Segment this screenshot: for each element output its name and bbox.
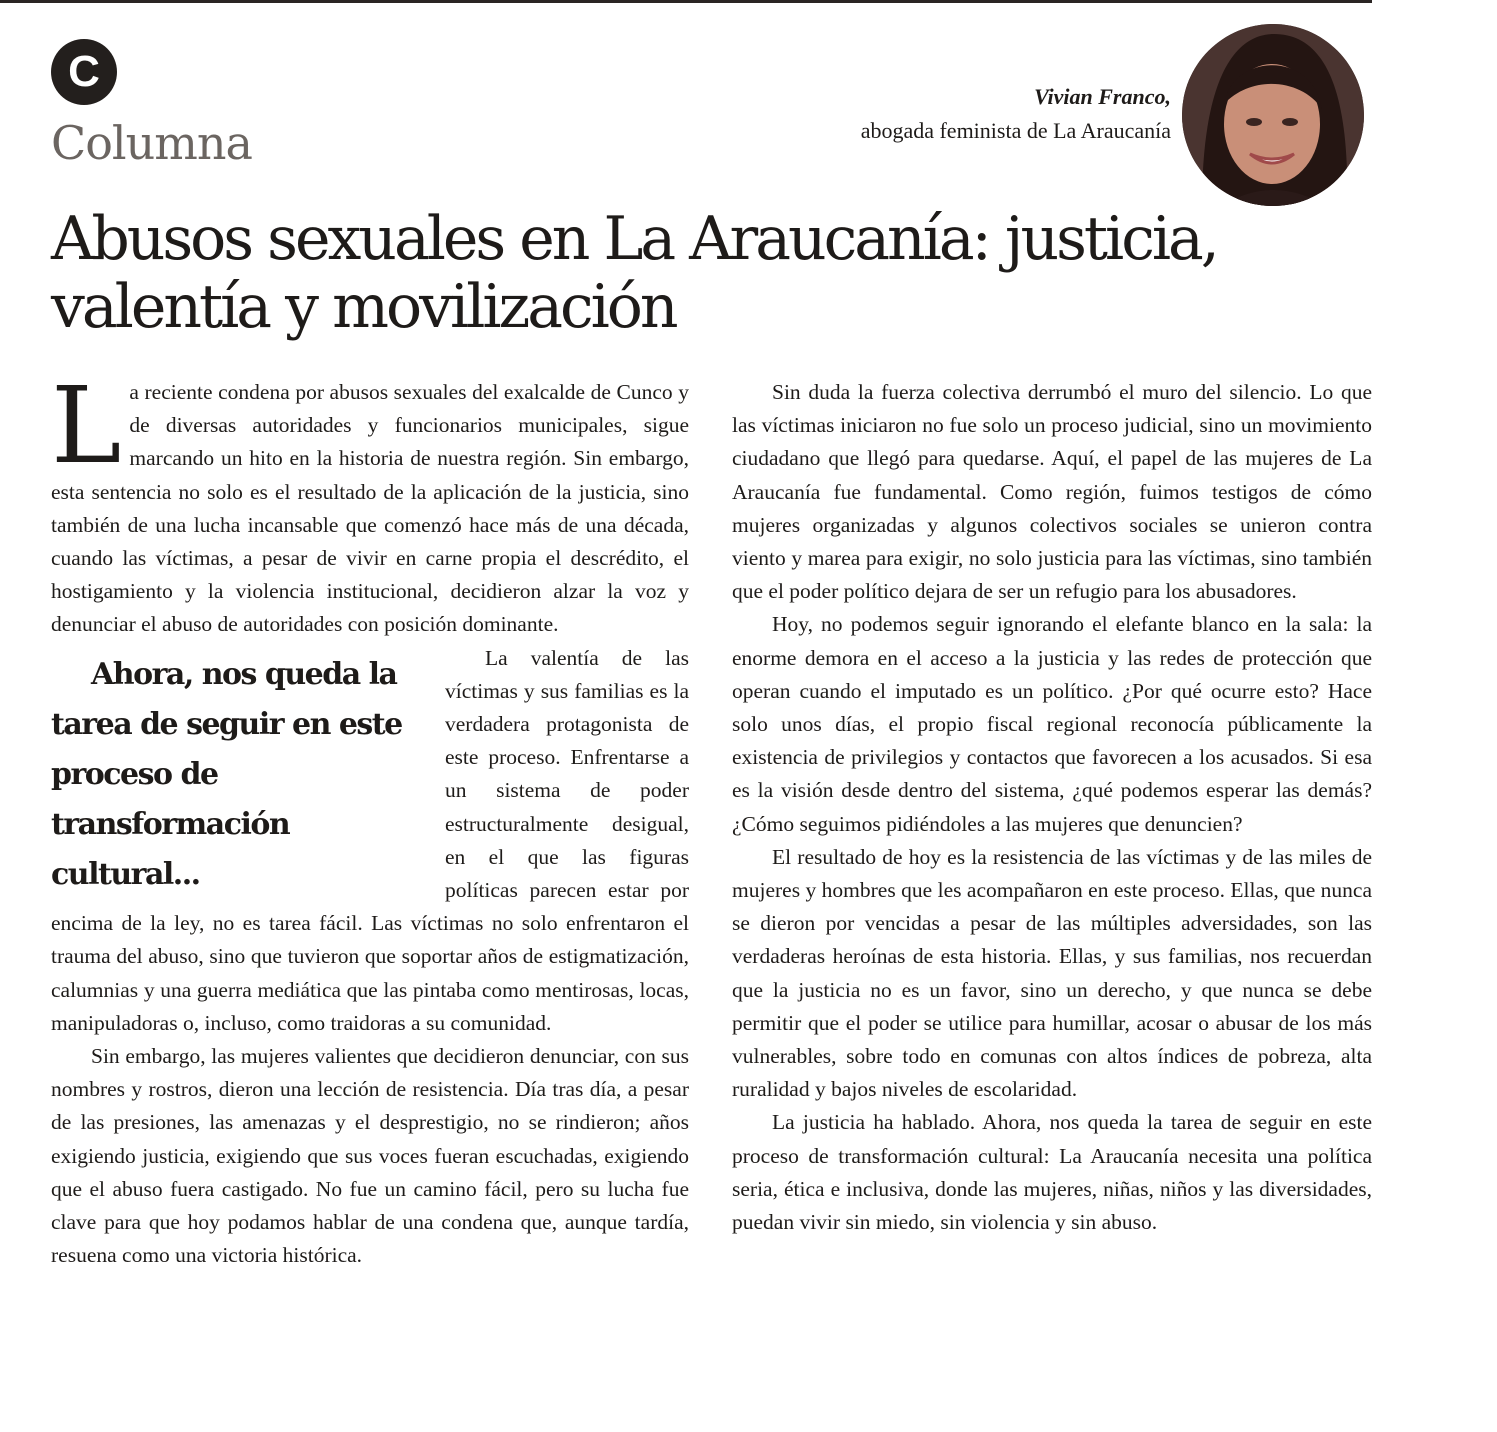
article-column-left <box>51 364 689 1272</box>
paragraph-2 <box>51 642 689 1040</box>
badge-letter: C <box>68 47 100 96</box>
pull-quote-text: Ahora, nos queda la tarea de seguir en este proceso de transformación cultural... <box>51 656 402 892</box>
article-column-right <box>732 376 1372 1239</box>
paragraph-5: Hoy, no podemos seguir ignorando el elefante blanco en la sala: la enorme demora en el acceso a la justicia y las redes de protección que operan cuando el imputado es un político. ¿Por qué ocurre esto? Hace solo unos días, el propio fiscal regional reconocía públicamente la existencia de privilegios y contactos que favorecen a los acusados. Si esa es la visión desde dentro del sistema, ¿qué podemos esperar las demás? ¿Cómo seguimos pidiéndoles a las mujeres que denuncien? <box>732 612 1372 836</box>
paragraph-7: La justicia ha hablado. Ahora, nos queda la tarea de seguir en este proceso de transformación cultural: La Araucanía necesita una política seria, ética e inclusiva, donde las mujeres, niñas, niños y las diversidades, puedan vivir sin miedo, sin violencia y sin abuso. <box>732 1110 1372 1235</box>
drop-cap: L <box>51 364 122 487</box>
paragraph-2-text: La valentía de las víctimas y sus familias es la verdadera protagonista de este proceso. Enfrentarse a un sistema de poder estructuralmente desigual, en el que las figuras políticas parecen estar por encima de la ley, no es tarea fácil. Las víctimas no solo enfrentaron el trauma del abuso, sino que tuvieron que soportar años de estigmatización, calumnias y una guerra mediática que las pintaba como mentirosas, locas, manipuladoras o, incluso, como traidoras a su comunidad. <box>51 645 689 1035</box>
author-name: Vivian Franco, <box>1034 84 1171 109</box>
headline: Abusos sexuales en La Araucanía: justicia, valentía y movilización <box>51 204 1217 342</box>
author-role: abogada feminista de La Araucanía <box>860 118 1171 143</box>
column-badge-icon <box>51 39 117 105</box>
paragraph-3: Sin embargo, las mujeres valientes que decidieron denunciar, con sus nombres y rostros, dieron una lección de resistencia. Día tras día, a pesar de las presiones, las amenazas y el desprestigio, no se rindieron; años exigiendo justicia, exigiendo que sus voces fueran escuchadas, exigiendo que el abuso fuera castigado. No fue un camino fácil, pero su lucha fue clave para que hoy podamos hablar de una condena que, aunque tardía, resuena como una victoria histórica. <box>51 1044 689 1268</box>
paragraph-4: Sin duda la fuerza colectiva derrumbó el muro del silencio. Lo que las víctimas iniciaron no fue solo un proceso judicial, sino un movimiento ciudadano que llegó para quedarse. Aquí, el papel de las mujeres de La Araucanía fue fundamental. Como región, fuimos testigos de cómo mujeres organizadas y algunos colectivos sociales se unieron contra viento y marea para exigir, no solo justicia para las víctimas, sino también que el poder político dejara de ser un refugio para los abusadores. <box>732 380 1372 604</box>
paragraph-1-text: a reciente condena por abusos sexuales del exalcalde de Cunco y de diversas autoridades y funcionarios municipales, sigue marcando un hito en la historia de nuestra región. Sin embargo, esta sentencia no solo es el resultado de la aplicación de la justicia, sino también de una lucha incansable que comenzó hace más de una década, cuando las víctimas, a pesar de vivir en carne propia el descrédito, el hostigamiento y la violencia institucional, decidieron alzar la voz y denunciar el abuso de autoridades con posición dominante. <box>51 380 689 637</box>
top-rule <box>0 0 1372 3</box>
section-label: Columna <box>51 116 252 170</box>
author-photo <box>1182 24 1364 206</box>
paragraph-1 <box>51 364 689 642</box>
paragraph-6: El resultado de hoy es la resistencia de las víctimas y de las miles de mujeres y hombres que les acompañaron en este proceso. Ellas, que nunca se dieron por vencidas a pesar de las múltiples adversidades, son las verdaderas heroínas de esta historia. Ellas, y sus familias, nos recuerdan que la justicia no es un favor, sino un derecho, y que nunca se debe permitir que el poder se utilice para humillar, acosar o abusar de los más vulnerables, sobre todo en comunas con altos índices de pobreza, alta ruralidad y bajos niveles de escolaridad. <box>732 844 1372 1102</box>
author-portrait-icon <box>1182 24 1364 206</box>
author-byline <box>861 80 1171 148</box>
pull-quote <box>51 650 429 900</box>
